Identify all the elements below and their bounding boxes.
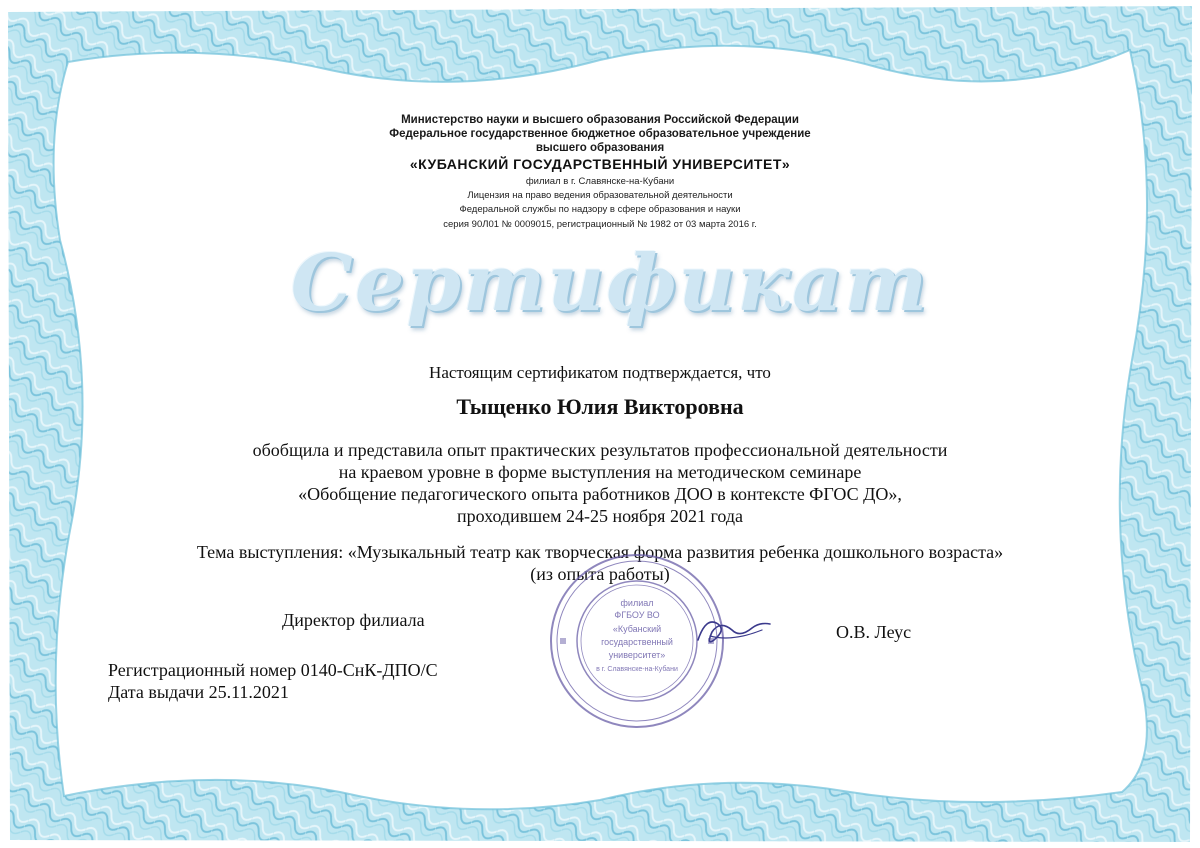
body-line-1: обобщила и представила опыт практических результатов профессиональной деятельности xyxy=(252,440,948,460)
ministry-header: Министерство науки и высшего образования Российской Федерации xyxy=(401,114,799,126)
signatory-position: Директор филиала xyxy=(282,610,425,630)
seal-text-2: ФГБОУ ВО xyxy=(614,610,660,620)
certificate-title: Сертификат xyxy=(290,238,930,329)
institution-header: Федеральное государственное бюджетное образовательное учреждение xyxy=(389,128,811,140)
signature xyxy=(692,606,772,656)
seal-text-4: государственный xyxy=(601,637,673,647)
seal-text-1: филиал xyxy=(620,598,654,608)
body-line-4: проходившем 24-25 ноября 2021 года xyxy=(456,506,744,526)
institution-header-2: высшего образования xyxy=(535,142,665,154)
body-line-3: «Обобщение педагогического опыта работников ДОО в контексте ФГОС ДО», xyxy=(298,484,902,504)
license-line-2: Федеральной службы по надзору в сфере образования и науки xyxy=(459,204,741,215)
seal-text-6: в г. Славянске-на-Кубани xyxy=(596,666,678,673)
seal-text-5: университет» xyxy=(608,650,666,660)
branch-name: филиал в г. Славянске-на-Кубани xyxy=(525,176,675,187)
university-name: «КУБАНСКИЙ ГОСУДАРСТВЕННЫЙ УНИВЕРСИТЕТ» xyxy=(409,156,791,172)
body-line-2: на краевом уровне в форме выступления на методическом семинаре xyxy=(338,462,862,482)
topic-line-2: (из опыта работы) xyxy=(530,564,670,584)
recipient-name: Тыщенко Юлия Викторовна xyxy=(456,394,744,419)
registration-number: Регистрационный номер 0140-СнК-ДПО/С xyxy=(108,660,438,680)
issue-date: Дата выдачи 25.11.2021 xyxy=(108,682,289,702)
license-line-3: серия 90Л01 № 0009015, регистрационный № 1982 от 03 марта 2016 г. xyxy=(443,219,757,230)
signatory-name: О.В. Леус xyxy=(836,622,912,642)
intro-text: Настоящим сертификатом подтверждается, что xyxy=(429,363,771,382)
license-line-1: Лицензия на право ведения образовательной деятельности xyxy=(467,190,733,201)
seal-text-3: «Кубанский xyxy=(612,624,662,634)
topic-line-1: Тема выступления: «Музыкальный театр как творческая форма развития ребенка дошкольного возраста» xyxy=(196,542,1004,562)
